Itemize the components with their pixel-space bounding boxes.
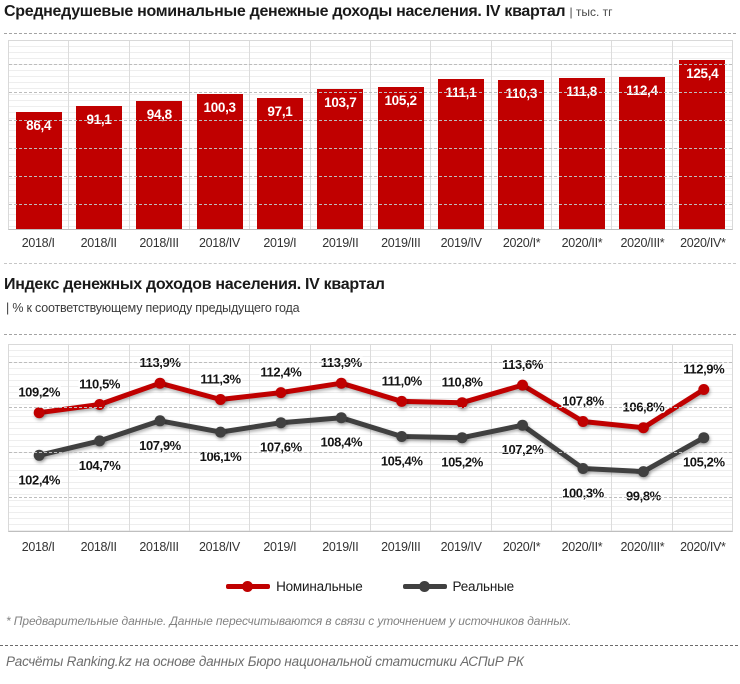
gridline bbox=[9, 407, 732, 408]
legend-item-real bbox=[403, 579, 514, 594]
bar-column bbox=[129, 41, 189, 229]
legend-label-nominal: Номинальные bbox=[276, 579, 363, 594]
data-point bbox=[215, 427, 226, 438]
data-point bbox=[396, 431, 407, 442]
line-chart-subtitle: | % к соответствующему периоду предыдущего года bbox=[6, 301, 300, 315]
bar-column bbox=[249, 41, 309, 229]
data-point-label: 105,2% bbox=[441, 454, 483, 470]
data-point bbox=[34, 407, 45, 418]
x-axis-label: 2019/I bbox=[263, 236, 297, 250]
data-point-label: 109,2% bbox=[18, 384, 61, 400]
real-line-marker-icon bbox=[403, 584, 447, 589]
bar-column bbox=[430, 41, 490, 229]
separator-between-charts bbox=[4, 263, 736, 264]
gridline bbox=[9, 148, 732, 149]
bar-value-label: 111,8 bbox=[566, 84, 597, 99]
bar bbox=[16, 112, 62, 229]
x-axis-label: 2020/IV* bbox=[680, 236, 726, 250]
x-axis-label: 2019/IV bbox=[440, 236, 482, 250]
bar-value-label: 94,8 bbox=[146, 107, 172, 122]
gridline bbox=[9, 452, 732, 453]
bar bbox=[619, 77, 665, 229]
bar-column bbox=[68, 41, 128, 229]
legend-item-nominal bbox=[226, 579, 362, 594]
bar-value-label: 112,4 bbox=[626, 83, 658, 98]
data-point-label: 105,4% bbox=[380, 453, 423, 469]
bar-value-label: 103,7 bbox=[324, 95, 357, 110]
bar-column bbox=[672, 41, 732, 229]
x-axis-label: 2020/I* bbox=[502, 540, 541, 554]
gridline bbox=[9, 176, 732, 177]
data-point bbox=[698, 384, 709, 395]
bar-plot bbox=[8, 40, 733, 230]
data-point bbox=[578, 416, 589, 427]
x-axis-label: 2018/IV bbox=[198, 540, 240, 554]
x-axis-label: 2020/I* bbox=[502, 236, 541, 250]
nominal-line-marker-icon bbox=[226, 584, 270, 589]
bar-column bbox=[551, 41, 611, 229]
data-point-label: 100,3% bbox=[562, 485, 604, 501]
gridline bbox=[9, 204, 732, 205]
bar bbox=[257, 98, 303, 229]
data-point-label: 112,9% bbox=[683, 361, 725, 377]
bar bbox=[197, 94, 243, 229]
bar-value-label: 100,3 bbox=[203, 100, 236, 115]
x-axis-label: 2020/III* bbox=[620, 236, 665, 250]
data-point-label: 113,9% bbox=[320, 355, 362, 371]
x-axis-label: 2020/II* bbox=[561, 236, 603, 250]
bar-column bbox=[189, 41, 249, 229]
data-point-label: 107,8% bbox=[562, 393, 604, 409]
x-axis-label: 2019/II bbox=[322, 540, 359, 554]
bar-value-label: 111,1 bbox=[445, 85, 477, 100]
data-point-label: 106,8% bbox=[622, 399, 665, 415]
x-axis-label: 2018/II bbox=[80, 236, 117, 250]
gridline bbox=[9, 120, 732, 121]
bar bbox=[498, 80, 544, 229]
bar bbox=[378, 87, 424, 229]
data-point bbox=[275, 387, 286, 398]
x-axis-label: 2018/IV bbox=[198, 236, 240, 250]
data-point-label: 113,6% bbox=[502, 357, 543, 373]
footnote: * Предварительные данные. Данные пересчитываются в связи с уточнением у источников данных. bbox=[6, 614, 572, 628]
gridline bbox=[9, 362, 732, 363]
data-point bbox=[638, 422, 649, 433]
data-point-label: 105,2% bbox=[682, 454, 725, 470]
data-point bbox=[396, 396, 407, 407]
x-axis-label: 2018/I bbox=[21, 236, 55, 250]
x-axis-label: 2019/I bbox=[263, 540, 297, 554]
bar-column bbox=[611, 41, 671, 229]
data-point-label: 108,4% bbox=[320, 434, 363, 450]
line-plot bbox=[8, 344, 733, 532]
bar-value-label: 91,1 bbox=[86, 112, 112, 127]
data-point bbox=[155, 415, 166, 426]
bar-value-label: 125,4 bbox=[686, 66, 719, 81]
data-point-label: 110,8% bbox=[441, 374, 483, 390]
bar-value-label: 86,4 bbox=[26, 118, 52, 133]
bar-column bbox=[9, 41, 68, 229]
data-point bbox=[517, 420, 528, 431]
x-axis-label: 2020/II* bbox=[561, 540, 603, 554]
gridline bbox=[9, 497, 732, 498]
data-point bbox=[457, 432, 468, 443]
x-axis-label: 2018/III bbox=[139, 236, 179, 250]
x-axis-label: 2018/III bbox=[139, 540, 179, 554]
x-axis-label: 2019/III bbox=[381, 540, 421, 554]
separator-under-title-2 bbox=[4, 334, 736, 335]
data-point bbox=[275, 417, 286, 428]
bar bbox=[317, 89, 363, 229]
x-axis-label: 2019/IV bbox=[440, 540, 482, 554]
series-line-nominal bbox=[39, 383, 704, 428]
legend-label-real: Реальные bbox=[452, 579, 514, 594]
bar bbox=[438, 79, 484, 229]
data-point bbox=[215, 394, 226, 405]
bar-column bbox=[370, 41, 430, 229]
bar-chart-unit: | тыс. тг bbox=[569, 5, 613, 19]
x-axis-label: 2020/III* bbox=[620, 540, 665, 554]
legend bbox=[0, 579, 740, 594]
bar-column bbox=[491, 41, 551, 229]
x-axis-label: 2020/IV* bbox=[680, 540, 726, 554]
gridline bbox=[9, 92, 732, 93]
data-point-label: 107,9% bbox=[139, 437, 181, 453]
x-axis-label: 2019/II bbox=[322, 236, 359, 250]
line-chart-title: Индекс денежных доходов населения. IV квартал bbox=[4, 276, 385, 293]
x-axis-label: 2018/II bbox=[80, 540, 117, 554]
data-point-label: 113,9% bbox=[139, 355, 181, 371]
data-point-label: 99,8% bbox=[625, 488, 661, 504]
line-svg bbox=[9, 345, 734, 533]
data-point bbox=[698, 432, 709, 443]
data-point-label: 106,1% bbox=[199, 449, 242, 465]
bar-value-label: 105,2 bbox=[384, 93, 417, 108]
bar-value-label: 97,1 bbox=[267, 104, 293, 119]
data-point bbox=[155, 378, 166, 389]
source-credit: Расчёты Ranking.kz на основе данных Бюро национальной статистики АСПиР РК bbox=[6, 654, 524, 669]
separator-under-title-1 bbox=[4, 33, 736, 34]
data-point bbox=[578, 463, 589, 474]
bar-columns bbox=[9, 41, 732, 229]
data-point bbox=[94, 435, 105, 446]
data-point-label: 112,4% bbox=[260, 364, 302, 380]
bar-chart-title-text: Среднедушевые номинальные денежные доходы населения. IV квартал bbox=[4, 3, 566, 20]
data-point bbox=[94, 399, 105, 410]
data-point-label: 111,0% bbox=[381, 373, 422, 389]
bar-column bbox=[310, 41, 370, 229]
footer-separator bbox=[0, 645, 738, 646]
data-point-label: 107,2% bbox=[501, 442, 544, 458]
data-point bbox=[336, 378, 347, 389]
data-point bbox=[517, 380, 528, 391]
bar-chart-title bbox=[4, 3, 613, 21]
data-point-label: 111,3% bbox=[200, 371, 241, 387]
line-xaxis bbox=[8, 540, 733, 554]
bar-value-label: 110,3 bbox=[505, 86, 538, 101]
bar bbox=[559, 78, 605, 229]
data-point bbox=[638, 466, 649, 477]
bar bbox=[76, 106, 122, 229]
data-point-label: 110,5% bbox=[79, 376, 121, 392]
data-point-label: 102,4% bbox=[18, 472, 61, 488]
bar-xaxis bbox=[8, 236, 733, 250]
gridline bbox=[9, 64, 732, 65]
data-point-label: 104,7% bbox=[78, 457, 121, 473]
x-axis-label: 2019/III bbox=[381, 236, 421, 250]
x-axis-label: 2018/I bbox=[21, 540, 55, 554]
data-point-label: 107,6% bbox=[260, 439, 302, 455]
data-point bbox=[336, 412, 347, 423]
